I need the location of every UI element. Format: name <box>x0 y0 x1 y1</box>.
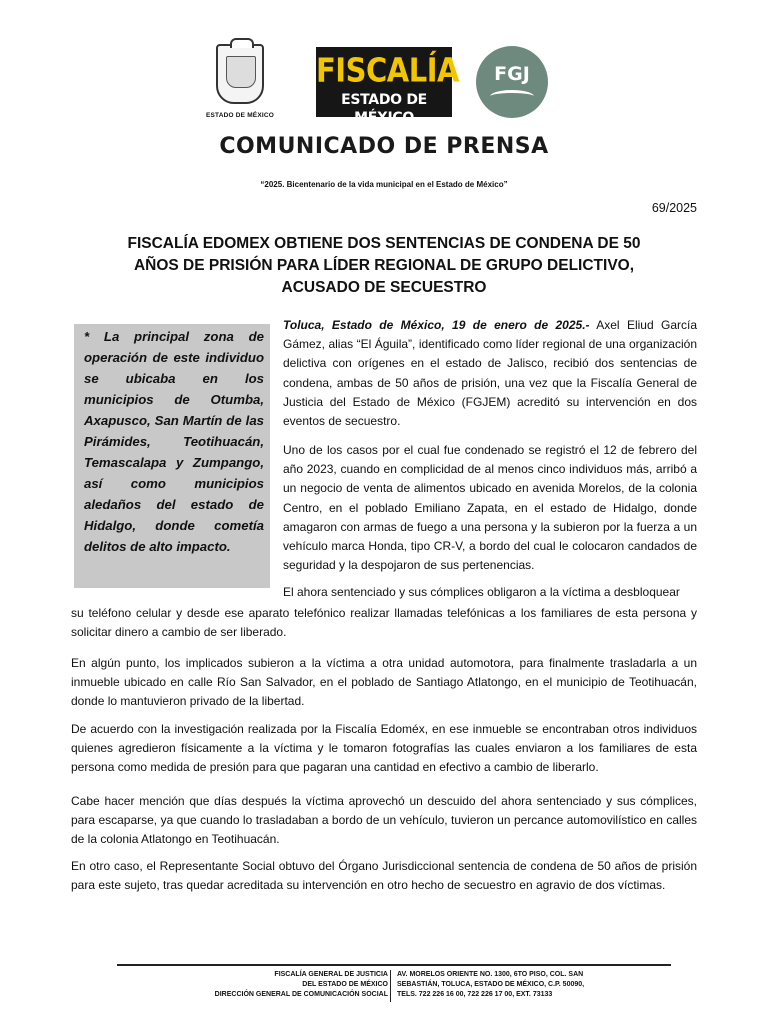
edomex-logo-label: ESTADO DE MÉXICO <box>205 112 275 119</box>
footer-address-line: AV. MORELOS ORIENTE NO. 1300, 6TO PISO, COL. SAN <box>397 971 584 978</box>
footer-institution-line: DEL ESTADO DE MÉXICO <box>302 981 388 988</box>
fgj-logo-text: FGJ <box>494 63 530 85</box>
footer-institution <box>215 970 388 1000</box>
logo-bar <box>0 44 768 124</box>
footer-divider <box>117 964 671 966</box>
press-release-title: COMUNICADO DE PRENSA <box>219 134 549 159</box>
fiscalia-logo <box>316 47 459 126</box>
paragraph-3-start: El ahora sentenciado y sus cómplices obligaron a la víctima a desbloquear <box>283 585 680 599</box>
wings-icon <box>490 90 534 103</box>
headline-line: AÑOS DE PRISIÓN PARA LÍDER REGIONAL DE GRUPO DELICTIVO, <box>133 257 635 274</box>
headline-line: ACUSADO DE SECUESTRO <box>281 279 487 296</box>
footer-institution-line: FISCALÍA GENERAL DE JUSTICIA <box>274 971 388 978</box>
headline <box>70 233 698 299</box>
bulletin-number: 69/2025 <box>651 201 697 215</box>
dateline: Toluca, Estado de México, 19 de enero de 2025.- <box>283 318 590 332</box>
footer <box>117 970 671 1004</box>
headline-line: FISCALÍA EDOMEX OBTIENE DOS SENTENCIAS DE CONDENA DE 50 <box>127 235 641 252</box>
footer-address <box>397 970 584 1000</box>
footer-address-line: TELS. 722 226 16 00, 722 226 17 00, EXT. 73133 <box>397 991 553 998</box>
paragraph-4: En algún punto, los implicados subieron a la víctima a otra unidad automotora, para finalmente trasladarla a un inmueble ubicado en calle Río San Salvador, en el poblado de Santiago Atlatongo, en el municipio de Teotihuacán, donde lo mantuvieron privado de la libertad. <box>71 656 697 709</box>
paragraph-2: Uno de los casos por el cual fue condenado se registró el 12 de febrero del año 2023, cuando en complicidad de al menos cinco individuos más, arribó a un negocio de venta de alimentos ubicado en avenida Morelos, de la colonia Centro, en el poblado Emiliano Zapata, en el estado de Hidalgo, donde amagaron con armas de fuego a una persona y la subieron por la fuerza a un vehículo marca Honda, tipo CR-V, a bordo del cual le colocaron candados de seguridad y la despojaron de sus pertenencias. <box>283 443 697 573</box>
paragraph-1-text: Axel Eliud García Gámez, alias “El Águila”, identificado como líder regional de una organización delictiva con orígenes en el estado de Jalisco, recibió dos sentencias de condena, ambas de 50 años de prisión, una vez que la Fiscalía General de Justicia del Estado de México (FGJEM) acreditó su intervención en dos eventos de secuestro. <box>283 318 697 429</box>
motto: “2025. Bicentenario de la vida municipal en el Estado de México” <box>260 180 508 189</box>
footer-address-line: SEBASTIÁN, TOLUCA, ESTADO DE MÉXICO, C.P. 50090, <box>397 981 585 988</box>
highlight-text: * La principal zona de operación de este individuo se ubicaba en los municipios de Otumba, Axapusco, San Martín de las Pirámides, Teotihuacán, Temascalapa y Zumpango, así como municipios aledaños del estado de Hidalgo, donde cometía delitos de alto impacto. <box>84 329 264 554</box>
footer-separator <box>390 970 391 1002</box>
fgj-logo <box>476 46 548 118</box>
fiscalia-logo-line1: FISCALÍA <box>316 50 459 90</box>
fiscalia-logo-line2: ESTADO DE MÉXICO <box>341 92 427 126</box>
edomex-logo <box>204 44 276 119</box>
paragraph-1 <box>283 316 697 431</box>
footer-institution-line: DIRECCIÓN GENERAL DE COMUNICACIÓN SOCIAL <box>214 991 388 998</box>
paragraph-3: su teléfono celular y desde ese aparato telefónico realizar llamadas telefónicas a los familiares de esta persona y solicitar dinero a cambio de ser liberado. <box>71 606 697 640</box>
paragraph-6: Cabe hacer mención que días después la víctima aprovechó un descuido del ahora sentenciado y sus cómplices, para escaparse, ya que cuando lo trasladaban a bordo de un vehículo, tuvieron un percance automovilístico en calles de la colonia Atlatongo en Teotihuacán. <box>71 794 697 847</box>
paragraph-5: De acuerdo con la investigación realizada por la Fiscalía Edoméx, en ese inmueble se encontraban otros individuos quienes agredieron físicamente a la víctima y le tomaron fotografías las cuales enviaron a los familiares de esta persona como medida de presión para que pagaran una cantidad en efectivo a cambio de liberarlo. <box>71 722 697 775</box>
highlight-box <box>74 324 270 588</box>
coat-of-arms-icon <box>216 44 264 104</box>
paragraph-7: En otro caso, el Representante Social obtuvo del Órgano Jurisdiccional sentencia de condena de 50 años de prisión para este sujeto, tras quedar acreditada su intervención en otro hecho de secuestro en agravio de dos víctimas. <box>71 859 697 893</box>
